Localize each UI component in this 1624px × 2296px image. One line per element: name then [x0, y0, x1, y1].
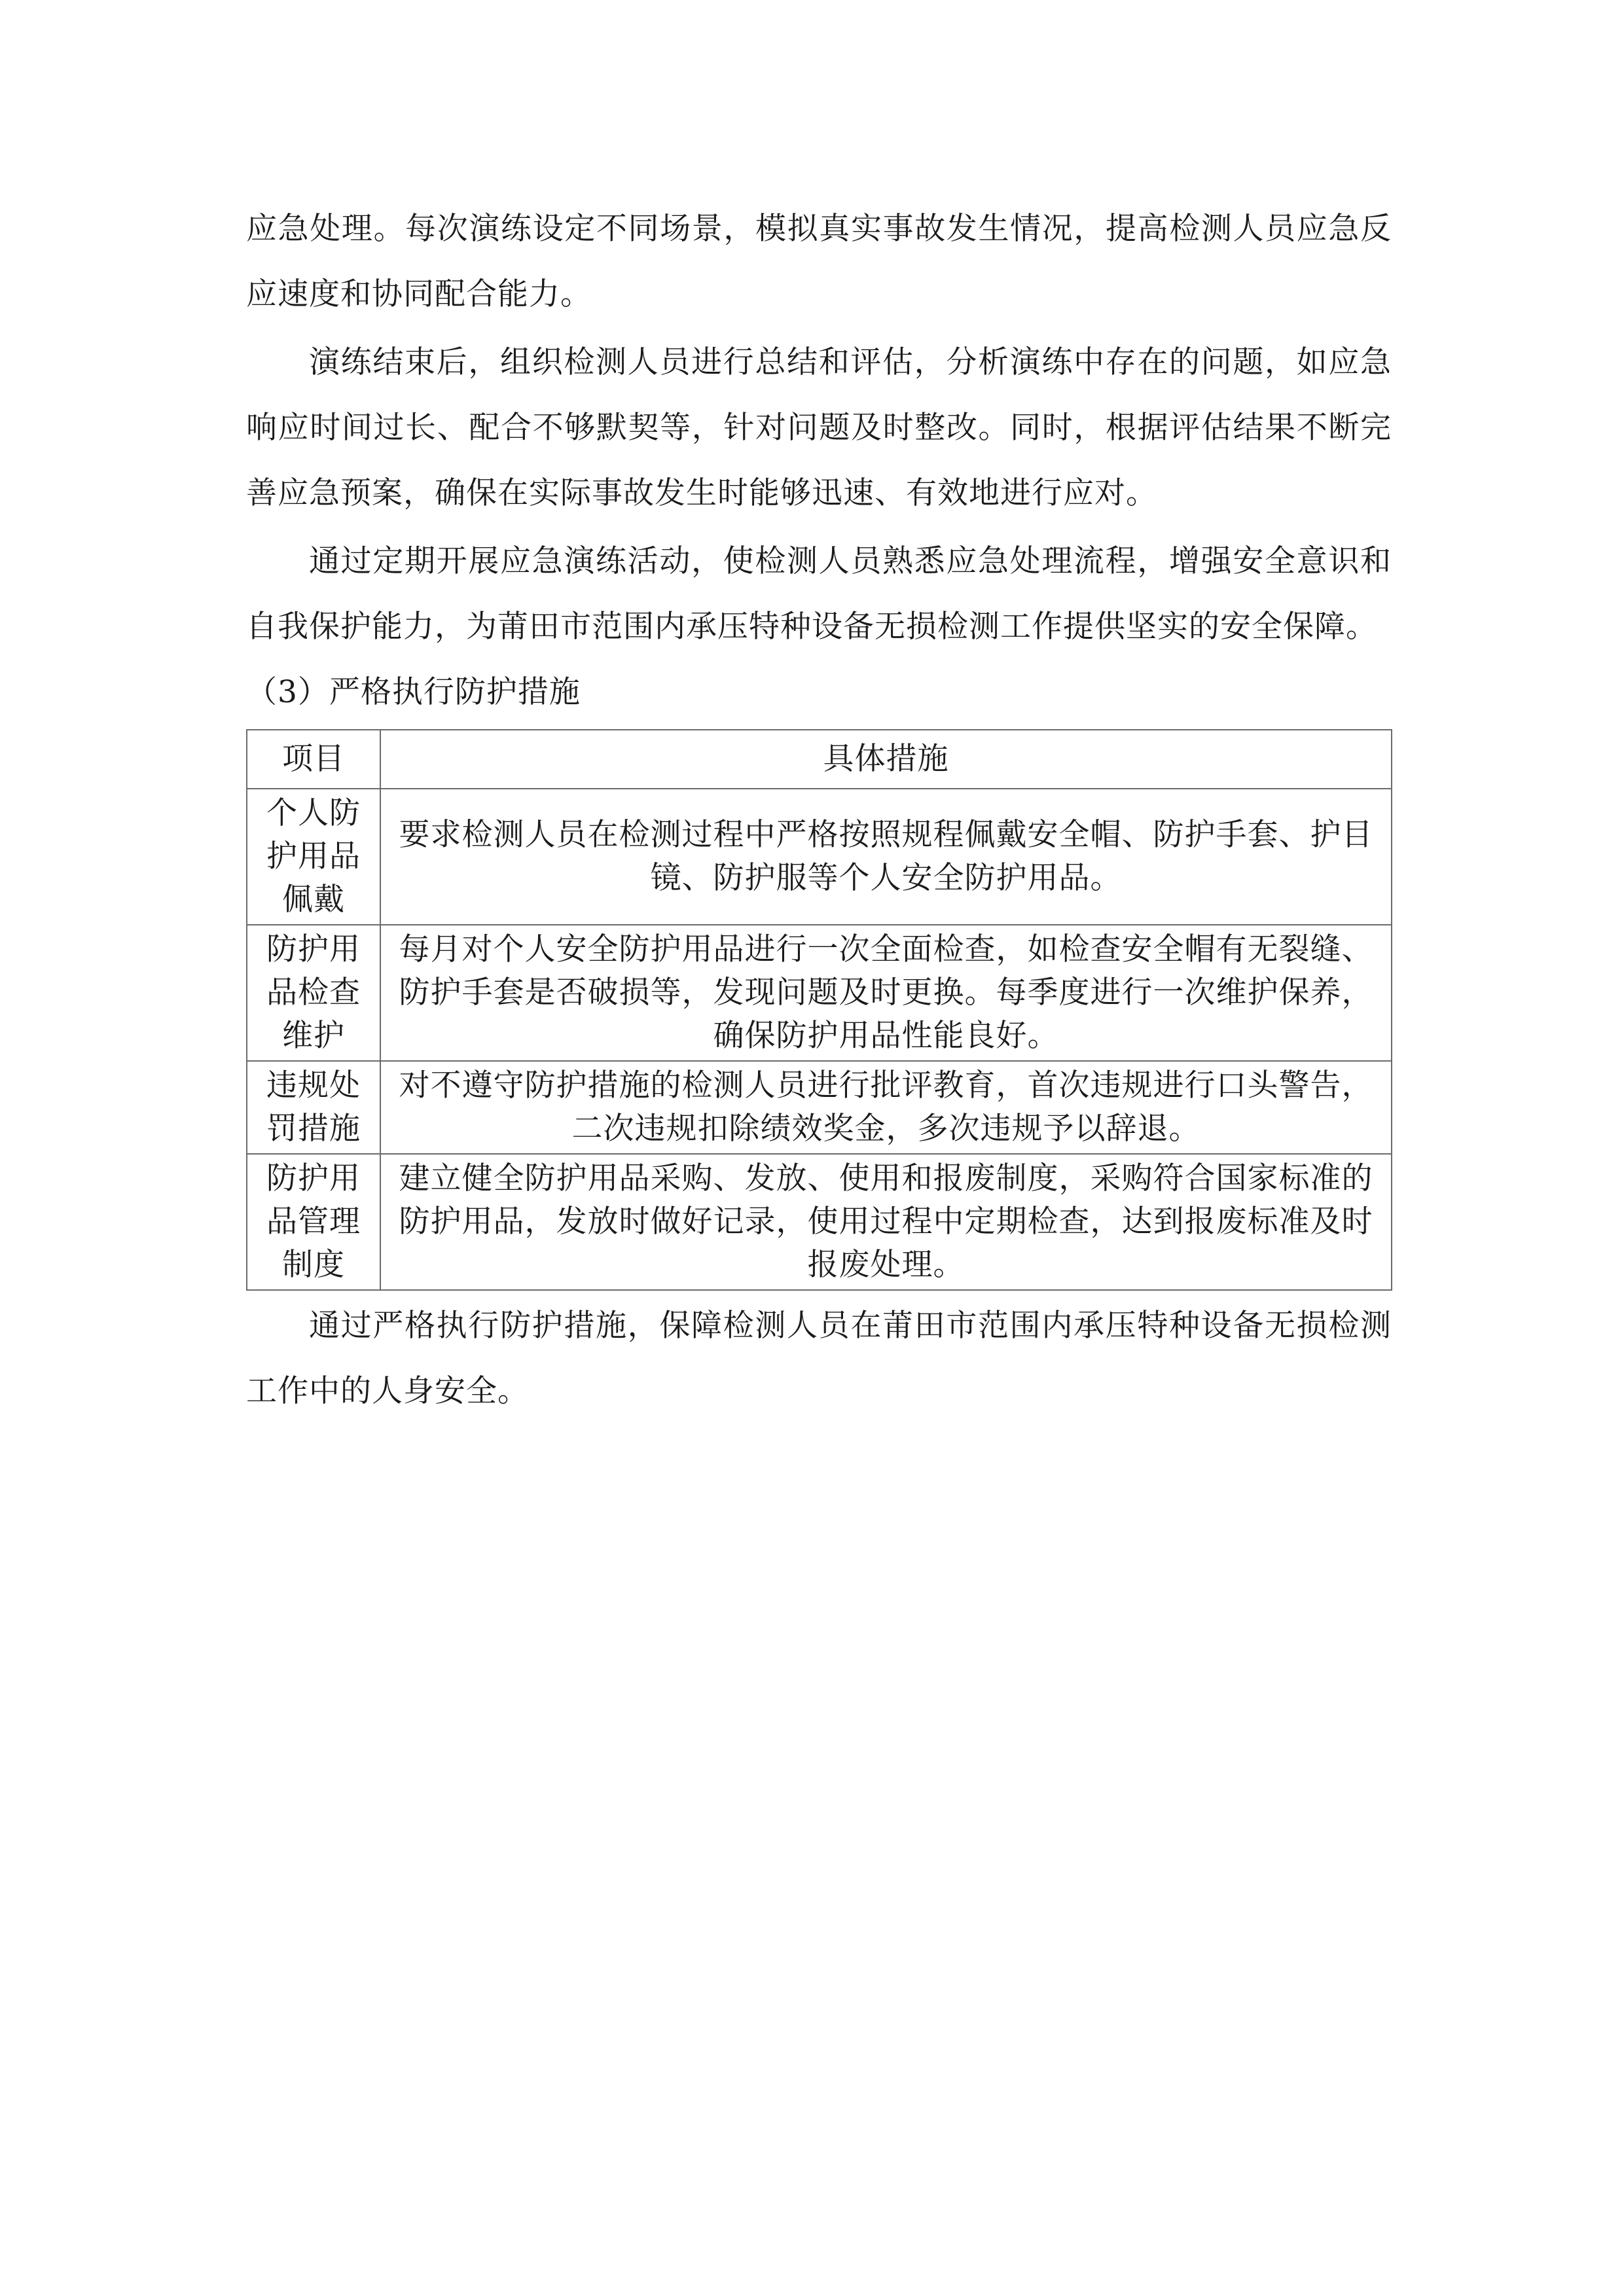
row-item-cell: 违规处罚措施 — [247, 1061, 380, 1154]
table-row — [247, 925, 1392, 1061]
paragraph-drill-evaluation: 演练结束后，组织检测人员进行总结和评估，分析演练中存在的问题，如应急响应时间过长、配合不够默契等，针对问题及时整改。同时，根据评估结果不断完善应急预案，确保在实际事故发生时能够迅速、有效地进行应对。 — [246, 344, 1392, 511]
document-page — [246, 196, 1392, 1424]
section-heading: （3）严格执行防护措施 — [246, 674, 581, 710]
paragraph-emergency-handling: 应急处理。每次演练设定不同场景，模拟真实事故发生情况，提高检测人员应急反应速度和协同配合能力。 — [246, 211, 1392, 312]
header-detail: 具体措施 — [380, 730, 1392, 789]
paragraph-drill-benefits: 通过定期开展应急演练活动，使检测人员熟悉应急处理流程，增强安全意识和自我保护能力，为莆田市范围内承压特种设备无损检测工作提供坚实的安全保障。 — [246, 543, 1392, 645]
protection-measures-table — [246, 729, 1392, 1291]
table-row — [247, 789, 1392, 925]
row-detail-cell: 每月对个人安全防护用品进行一次全面检查，如检查安全帽有无裂缝、防护手套是否破损等，发现问题及时更换。每季度进行一次维护保养，确保防护用品性能良好。 — [380, 925, 1392, 1061]
row-detail-cell: 要求检测人员在检测过程中严格按照规程佩戴安全帽、防护手套、护目镜、防护服等个人安全防护用品。 — [380, 789, 1392, 925]
table-row — [247, 1061, 1392, 1154]
table-row — [247, 1154, 1392, 1290]
row-item-cell: 防护用品检查维护 — [247, 925, 380, 1061]
table-header-row — [247, 730, 1392, 789]
row-detail-cell: 建立健全防护用品采购、发放、使用和报废制度，采购符合国家标准的防护用品，发放时做好记录，使用过程中定期检查，达到报废标准及时报废处理。 — [380, 1154, 1392, 1290]
row-item-cell: 防护用品管理制度 — [247, 1154, 380, 1290]
row-detail-cell: 对不遵守防护措施的检测人员进行批评教育，首次违规进行口头警告，二次违规扣除绩效奖金，多次违规予以辞退。 — [380, 1061, 1392, 1154]
paragraph-conclusion: 通过严格执行防护措施，保障检测人员在莆田市范围内承压特种设备无损检测工作中的人身安全。 — [246, 1308, 1392, 1409]
header-item: 项目 — [247, 730, 380, 789]
row-item-cell: 个人防护用品佩戴 — [247, 789, 380, 925]
